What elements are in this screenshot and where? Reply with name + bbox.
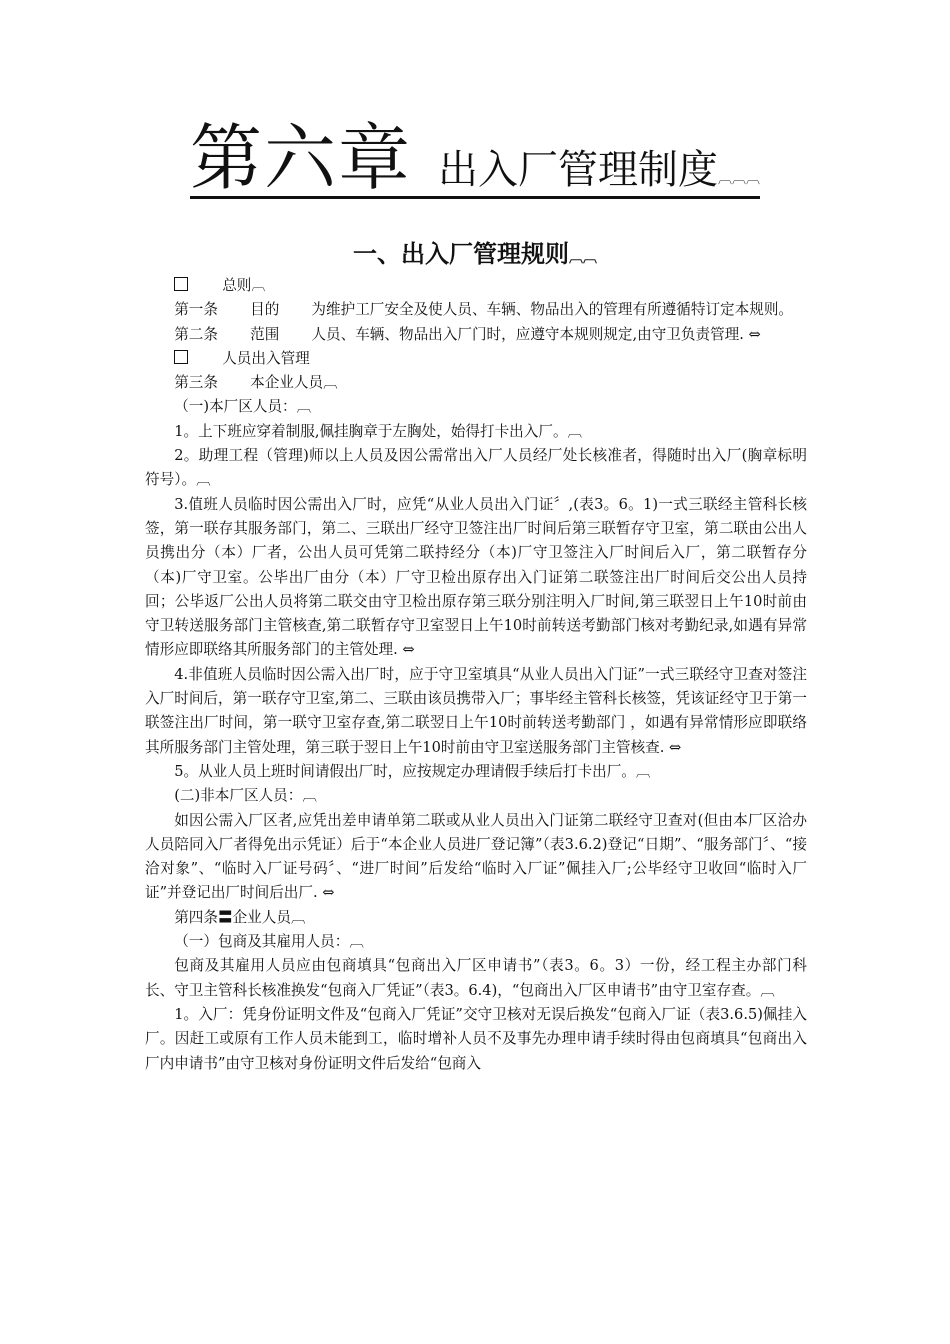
article-text: 人员、车辆、物品出入厂门时，应遵守本规则规定,由守卫负责管理. ⇔ [311, 325, 761, 343]
paragraph [145, 298, 807, 322]
chapter-number: 第六章 [189, 116, 412, 200]
article-number: 第二条 [174, 325, 218, 343]
document-body [145, 274, 807, 1076]
paragraph [145, 274, 807, 298]
section-heading-text: 一、出入厂管理规则 [353, 240, 569, 268]
article-number: 第三条 [174, 374, 218, 392]
chapter-name: 出入厂管理制度 [438, 147, 718, 193]
paragraph-mark: ︹︹ [569, 250, 597, 266]
chapter-title-underlined [189, 116, 760, 200]
section-label: 人员出入管理 [222, 349, 310, 367]
checkbox-square-icon [174, 277, 188, 291]
article-topic: 目的 [250, 301, 280, 319]
paragraph: 5。从业人员上班时间请假出厂时，应按规定办理请假手续后打卡出厂。︹ [174, 762, 651, 780]
paragraph-mark: ︹︹︹ [718, 171, 760, 187]
paragraph: 包商及其雇用人员应由包商填具“包商出入厂区申请书”（表3。6。3）一份，经工程主办部门科长、守卫主管科长核准换发“包商入厂凭证”（表3。6.4)，“包商出入厂区申请书”由守卫室存查。︹ [145, 957, 807, 999]
paragraph: 如因公需入厂区者,应凭出差申请单第二联或从业人员出入门证第二联经守卫查对(但由本厂区洽办人员陪同入厂者得免出示凭证）后于“本企业人员进厂登记簿”（表3.6.2)登记“日期”、“服务部门〞、“接洽对象”、“临时入厂证号码〞、“进厂时间”后发给“临时入厂证”佩挂入厂;公毕经守卫收回“临时入厂证”并登记出厂时间后出厂. ⇔ [145, 811, 807, 902]
paragraph: 1。入厂：凭身份证明文件及“包商入厂凭证”交守卫核对无误后换发“包商入厂证（表3.6.5)佩挂入厂。因赶工或原有工作人员未能到工，临时增补人员不及事先办理申请手续时得由包商填具“包商出入厂内申请书”由守卫核对身份证明文件后发给“包商入 [145, 1005, 807, 1072]
paragraph: 4.非值班人员临时因公需入出厂时，应于守卫室填具“从业人员出入门证”一式三联经守卫查对签注入厂时间后，第一联存守卫室,第二、三联由该员携带入厂；事毕经主管科长核签，凭该证经守卫于第一联签注出厂时间，第一联守卫室存查,第二联翌日上午10时前转送考勤部门 ，如遇有异常情形应即联络其所服务部门主管处理，第三联于翌日上午10时前由守卫室送服务部门主管核查. ⇔ [145, 665, 807, 756]
chapter-title [0, 116, 950, 200]
paragraph: 第四条〓企业人员︹ [174, 908, 306, 926]
article-topic: 范围 [250, 325, 280, 343]
paragraph-mark: ︹ [251, 278, 266, 294]
paragraph: （一）包商及其雇用人员：︹ [174, 933, 364, 951]
paragraph: （一)本厂区人员：︹ [174, 398, 312, 416]
paragraph: 1。上下班应穿着制服,佩挂胸章于左胸处，始得打卡出入厂。︹ [174, 422, 583, 440]
checkbox-square-icon [174, 350, 188, 364]
paragraph: 2。助理工程（管理)师以上人员及因公需常出入厂人员经厂处长核准者，得随时出入厂(胸章标明符号）。︹ [145, 447, 807, 489]
paragraph: 3.值班人员临时因公需出入厂时，应凭“从业人员出入门证〞,(表3。6。1)一式三联经主管科长核签，第一联存其服务部门，第二、三联出厂经守卫签注出厂时间后第三联暂存守卫室，第二联由公出人员携出分（本）厂者，公出人员可凭第二联持经分（本)厂守卫签注入厂时间后入厂，第二联暂存分（本)厂守卫室。公毕出厂由分（本）厂守卫检出原存出入门证第二联签注出厂时间后交公出人员持回；公毕返厂公出人员将第二联交由守卫检出原存第三联分别注明入厂时间,第三联翌日上午10时前由守卫转送服务部门主管核查,第二联暂存守卫室翌日上午10时前转送考勤部门核对考勤纪录,如遇有异常情形应即联络其所服务部门的主管处理. ⇔ [145, 495, 807, 659]
paragraph [145, 347, 807, 371]
paragraph [145, 371, 807, 395]
paragraph: (二)非本厂区人员：︹ [174, 787, 317, 805]
section-heading [0, 234, 950, 269]
article-number: 第一条 [174, 301, 218, 319]
article-text: 为维护工厂安全及使人员、车辆、物品出入的管理有所遵循特订定本规则。 [311, 301, 794, 319]
article-text: 本企业人员︹ [250, 374, 338, 392]
section-label: 总则 [222, 277, 252, 294]
paragraph [145, 323, 807, 347]
